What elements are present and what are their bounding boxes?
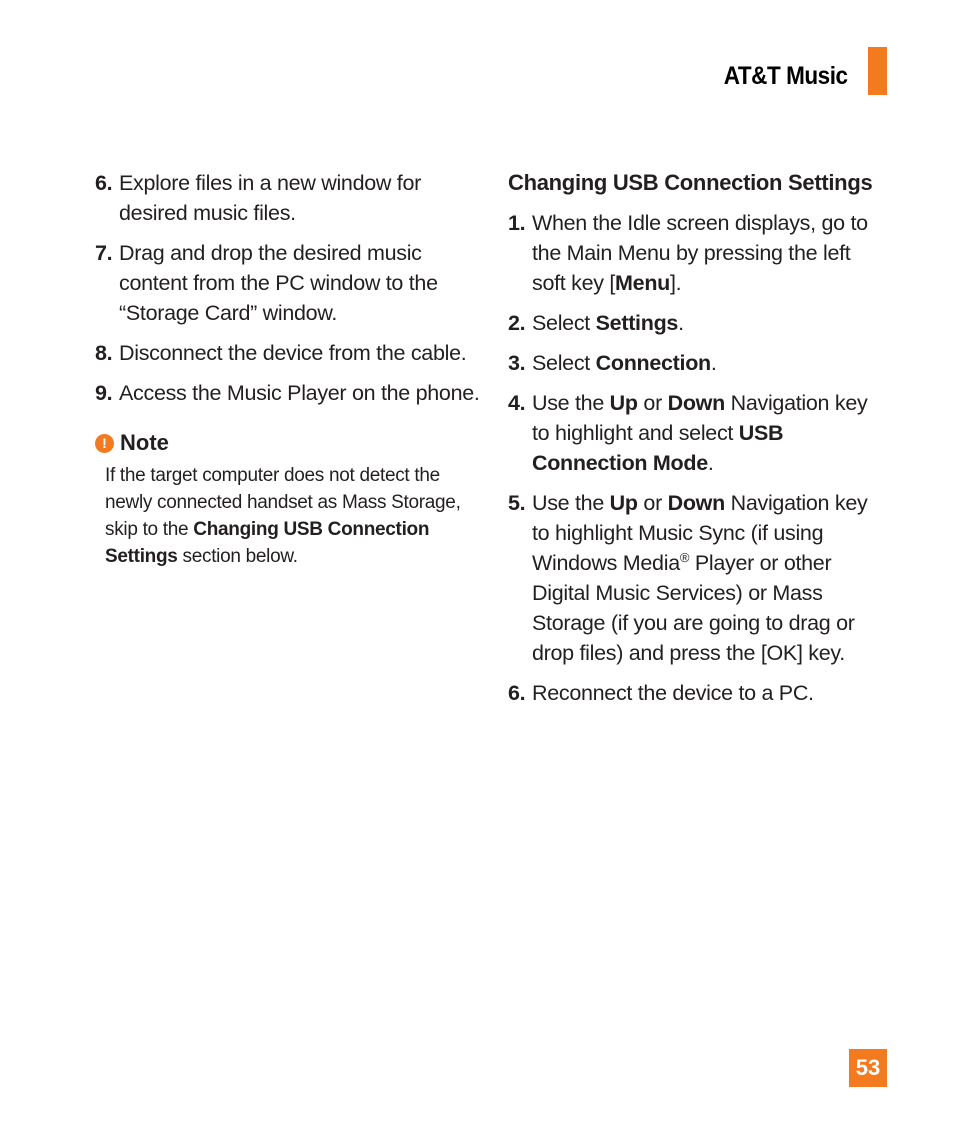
step-item [508, 678, 878, 708]
step-number: 3. [508, 351, 526, 375]
section-heading: Changing USB Connection Settings [508, 170, 873, 195]
step-text [119, 338, 480, 368]
step-text [532, 348, 878, 378]
step-number: 6. [95, 171, 113, 195]
text-segment: Select [532, 311, 596, 335]
step-item [95, 168, 480, 228]
step-item [95, 378, 480, 408]
step-text [532, 488, 878, 668]
text-segment: Player or other Digital Music Services) or Mass Storage (if you are going to drag or drop files) and press the [OK] key. [532, 551, 855, 665]
bold-text: Up [609, 491, 638, 515]
note-title-label: Note [120, 430, 169, 455]
bold-text: Down [667, 491, 725, 515]
text-segment: Explore files in a new window for desired music files. [119, 171, 421, 225]
text-segment: . [710, 351, 717, 375]
text-segment: Use the [532, 491, 610, 515]
text-segment: Navigation key to highlight and select [532, 391, 868, 445]
step-text [119, 378, 480, 408]
text-segment: Select [532, 351, 596, 375]
exclamation-icon: ! [95, 434, 114, 453]
text-segment: Access the Music Player on the phone. [119, 381, 480, 405]
right-step-list [508, 208, 878, 708]
text-segment: section below. [177, 546, 298, 567]
step-text [532, 388, 878, 478]
step-number: 4. [508, 391, 526, 415]
text-segment: ]. [669, 271, 682, 295]
step-number: 2. [508, 311, 526, 335]
step-item [508, 388, 878, 478]
step-item [95, 338, 480, 368]
bold-text: Connection [595, 351, 711, 375]
step-item [508, 208, 878, 298]
text-segment: . [678, 311, 684, 335]
text-segment: Drag and drop the desired music content from the PC window to the “Storage Card” window. [119, 241, 438, 325]
text-segment: Reconnect the device to a PC. [532, 681, 814, 705]
bold-text: Changing USB Connection Settings [105, 519, 430, 567]
text-segment: . [707, 451, 714, 475]
bold-text: Settings [595, 311, 679, 335]
step-text [532, 208, 878, 298]
step-number: 8. [95, 341, 113, 365]
text-segment: or [637, 491, 668, 515]
text-segment: When the Idle screen displays, go to the Main Menu by pressing the left soft key [ [532, 211, 868, 295]
step-number: 1. [508, 211, 526, 235]
step-text [119, 238, 480, 328]
bold-text: Up [609, 391, 638, 415]
chapter-accent-bar [868, 47, 887, 95]
text-segment: If the target computer does not detect the newly connected handset as Mass Storage, skip to the [105, 465, 461, 540]
note-body [95, 462, 480, 570]
step-item [508, 488, 878, 668]
step-text [532, 308, 878, 338]
step-number: 7. [95, 241, 113, 265]
left-step-list [95, 168, 480, 408]
step-item [95, 238, 480, 328]
step-number: 5. [508, 491, 526, 515]
step-item [508, 308, 878, 338]
text-segment: Disconnect the device from the cable. [119, 341, 467, 365]
step-text [532, 678, 878, 708]
step-text [119, 168, 480, 228]
superscript: ® [679, 549, 690, 565]
text-segment: Navigation key to highlight Music Sync (if using Windows Media [532, 491, 868, 575]
page-number: 53 [849, 1049, 887, 1087]
step-number: 6. [508, 681, 526, 705]
bold-text: USB Connection Mode [532, 421, 784, 475]
text-segment: Use the [532, 391, 610, 415]
step-item [508, 348, 878, 378]
note-box [95, 428, 480, 570]
right-column [508, 168, 878, 718]
step-number: 9. [95, 381, 113, 405]
note-title [95, 428, 480, 458]
bold-text: Menu [615, 271, 670, 295]
text-segment: or [637, 391, 668, 415]
bold-text: Down [667, 391, 725, 415]
left-column [95, 168, 480, 570]
chapter-title: AT&T Music [724, 62, 848, 90]
